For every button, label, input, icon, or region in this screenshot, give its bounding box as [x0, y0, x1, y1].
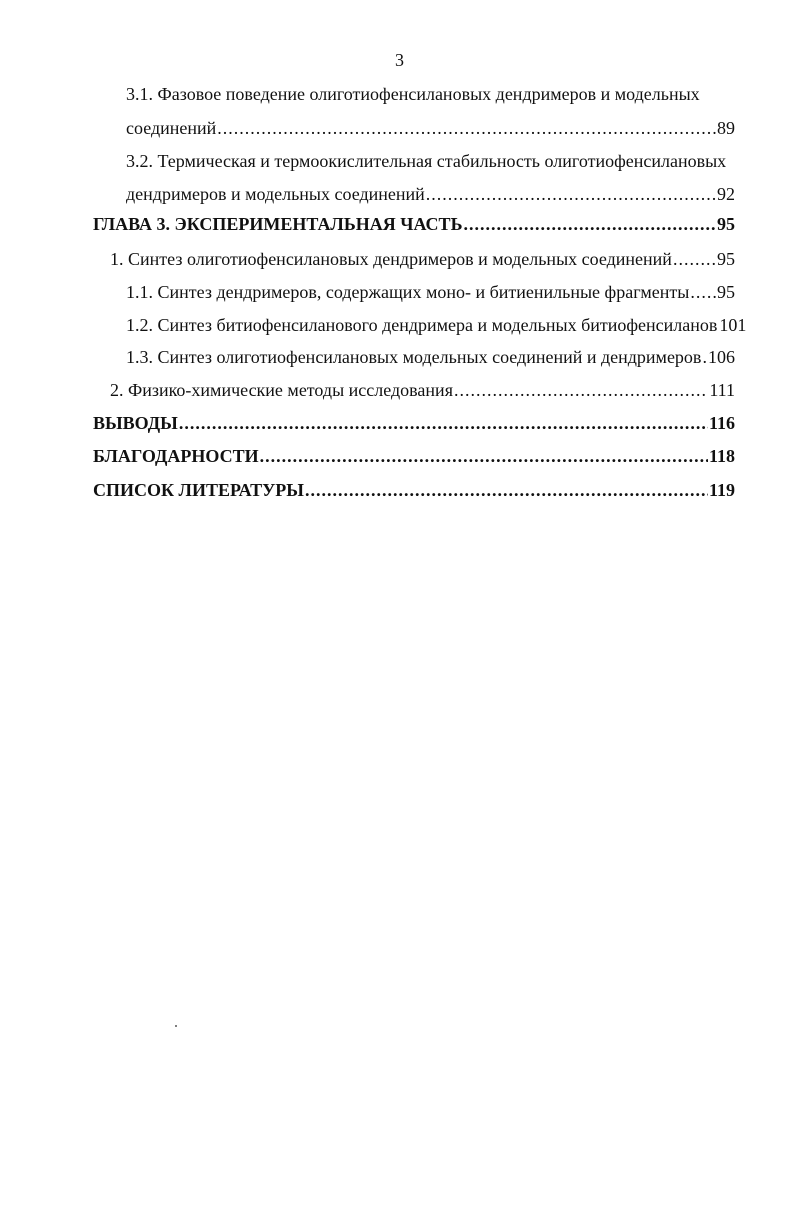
toc-page-number: 92: [717, 184, 735, 204]
toc-entry-acknowledgements[interactable]: [93, 446, 735, 467]
toc-entry-3-2-line1: 3.2. Термическая и термоокислительная стабильность олиготиофенсилановых: [126, 151, 727, 171]
toc-entry-title: 1.2. Синтез битиофенсиланового дендримера и модельных битиофенсиланов: [126, 315, 718, 335]
toc-page-number: 119: [708, 480, 735, 500]
toc-page-number: 106: [708, 347, 735, 367]
page-number: 3: [395, 50, 404, 70]
toc-page-number: 95: [717, 214, 735, 234]
toc-entry-title: СПИСОК ЛИТЕРАТУРЫ: [93, 480, 304, 500]
toc-entry-title: БЛАГОДАРНОСТИ: [93, 446, 259, 466]
toc-leader-dots: [217, 118, 716, 139]
toc-entry-2[interactable]: [110, 380, 735, 401]
toc-entry-title: дендримеров и модельных соединений: [126, 184, 425, 204]
toc-page-number: 95: [717, 249, 735, 269]
toc-page-number: 118: [708, 446, 735, 466]
toc-leader-dots: [702, 347, 707, 368]
toc-entry-3-2[interactable]: [126, 184, 735, 205]
toc-entry-chapter-3[interactable]: [93, 214, 735, 235]
toc-page-number: 111: [709, 380, 735, 400]
toc-entry-3-1-line1: 3.1. Фазовое поведение олиготиофенсилановых дендримеров и модельных: [126, 84, 700, 104]
toc-entry-1[interactable]: [110, 249, 735, 270]
scan-speck: [175, 1025, 177, 1027]
toc-page-number: 95: [717, 282, 735, 302]
toc-page-number: 89: [717, 118, 735, 138]
toc-page-number: 101: [719, 315, 747, 335]
toc-leader-dots: [179, 413, 708, 434]
toc-leader-dots: [673, 249, 716, 270]
toc-entry-1-2[interactable]: [126, 315, 747, 336]
toc-leader-dots: [260, 446, 708, 467]
toc-entry-1-3[interactable]: [126, 347, 735, 368]
toc-entry-title: 1. Синтез олиготиофенсилановых дендримеров и модельных соединений: [110, 249, 672, 269]
toc-entry-title: 2. Физико-химические методы исследования: [110, 380, 453, 400]
toc-leader-dots: [426, 184, 716, 205]
toc-page-number: 116: [708, 413, 735, 433]
toc-leader-dots: [463, 214, 716, 235]
toc-entry-title: ГЛАВА 3. ЭКСПЕРИМЕНТАЛЬНАЯ ЧАСТЬ: [93, 214, 463, 234]
toc-entry-conclusions[interactable]: [93, 413, 735, 434]
toc-leader-dots: [305, 480, 708, 501]
toc-entry-title: 1.1. Синтез дендримеров, содержащих моно- и битиенильные фрагменты: [126, 282, 690, 302]
toc-entry-1-1[interactable]: [126, 282, 735, 303]
toc-leader-dots: [454, 380, 708, 401]
toc-entry-3-1[interactable]: [126, 118, 735, 139]
toc-entry-title: соединений: [126, 118, 217, 138]
toc-leader-dots: [690, 282, 716, 303]
toc-entry-title: ВЫВОДЫ: [93, 413, 178, 433]
toc-entry-references[interactable]: [93, 480, 735, 501]
toc-entry-title: 1.3. Синтез олиготиофенсилановых модельных соединений и дендримеров: [126, 347, 702, 367]
